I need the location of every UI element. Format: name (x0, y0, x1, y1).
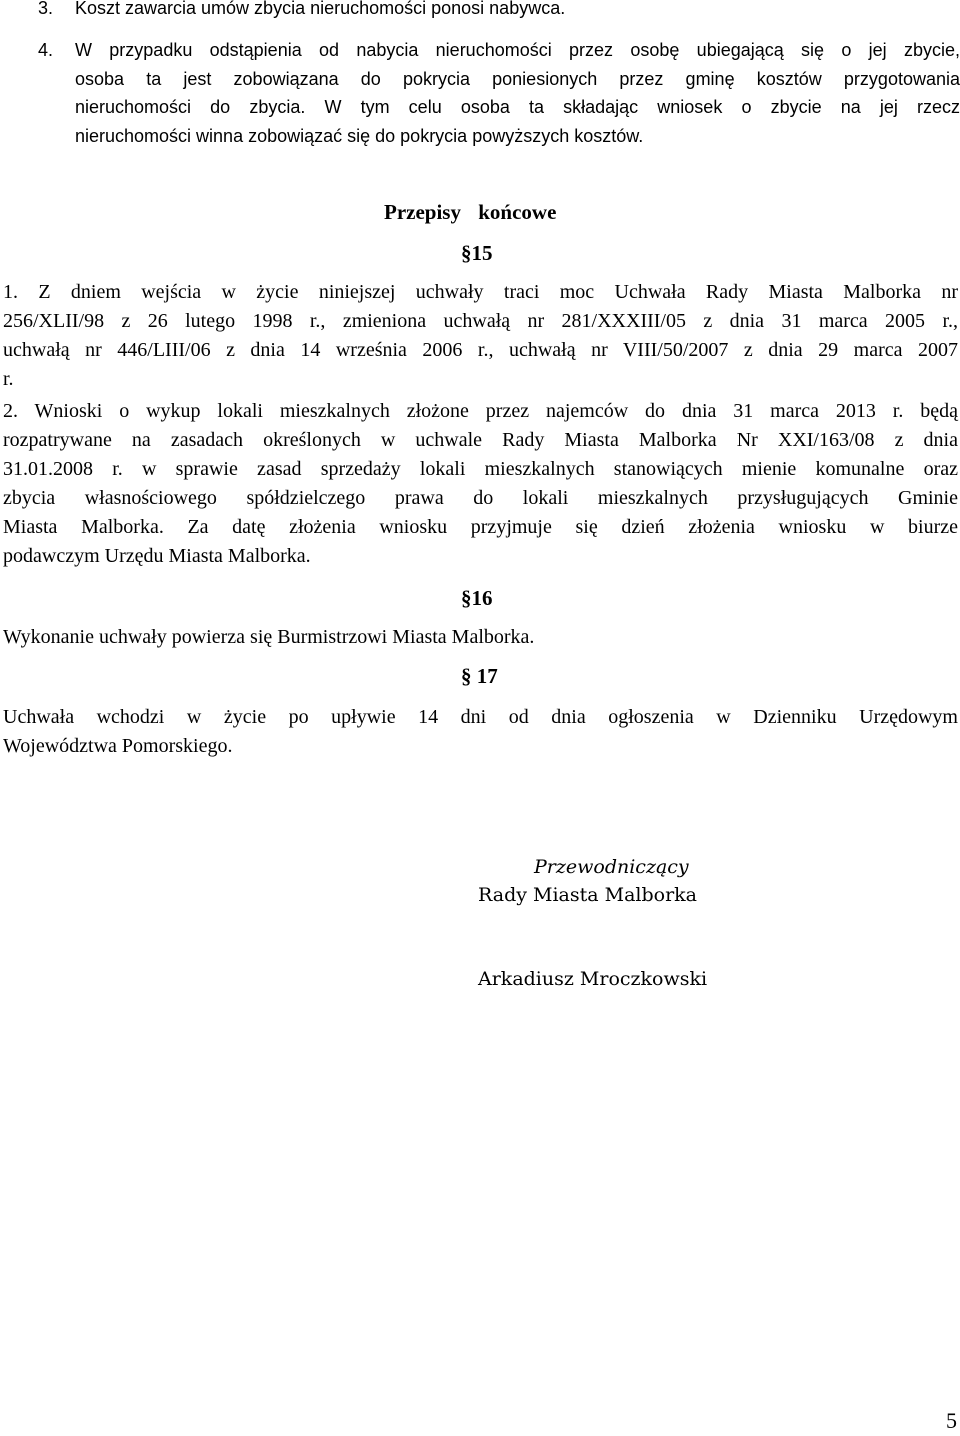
list-item-number: 4. (38, 40, 54, 60)
paragraph-line: 2. Wnioski o wykup lokali mieszkalnych złożone przez najemców do dnia 31 marca 2013 r. będą (3, 400, 958, 422)
page-number: 5 (946, 1408, 957, 1433)
section-16-mark: §16 (461, 586, 493, 610)
list-item-line: W przypadku odstąpienia od nabycia nieruchomości przez osobę ubiegającą się o jej zbycie, (75, 40, 960, 60)
paragraph-line: r. (3, 368, 14, 390)
signature-role: Przewodniczący (534, 856, 689, 878)
paragraph-line: Uchwała wchodzi w życie po upływie 14 dni od dnia ogłoszenia w Dzienniku Urzędowym (3, 706, 958, 728)
paragraph-line: podawczym Urzędu Miasta Malborka. (3, 545, 311, 567)
section-16-paragraph (3, 623, 958, 652)
list-item-number: 3. (38, 0, 54, 18)
paragraph-line: 256/XLII/98 z 26 lutego 1998 r., zmieniona uchwałą nr 281/XXXIII/05 z dnia 31 marca 2005 r., (3, 310, 958, 332)
paragraph-line: Wykonanie uchwały powierza się Burmistrzowi Miasta Malborka. (3, 626, 535, 648)
signature-body: Rady Miasta Malborka (478, 884, 698, 906)
paragraph-line: rozpatrywane na zasadach określonych w uchwale Rady Miasta Malborka Nr XXI/163/08 z dnia (3, 429, 958, 451)
section-17-mark: § 17 (461, 664, 498, 688)
paragraph-line: uchwałą nr 446/LIII/06 z dnia 14 września 2006 r., uchwałą nr VIII/50/2007 z dnia 29 marca 2007 (3, 339, 958, 361)
section-15-paragraph-1 (3, 278, 958, 394)
list-item-line: nieruchomości do zbycia. W tym celu osoba ta składając wniosek o zbycie na jej rzecz (75, 97, 960, 117)
list-item-3 (3, 0, 960, 23)
section-15-mark: §15 (461, 241, 493, 265)
paragraph-line: 31.01.2008 r. w sprawie zasad sprzedaży lokali mieszkalnych stanowiących mienie komunalne oraz (3, 458, 958, 480)
list-item-line: nieruchomości winna zobowiązać się do pokrycia powyższych kosztów. (75, 125, 644, 146)
list-item-line: Koszt zawarcia umów zbycia nieruchomości ponosi nabywca. (75, 0, 566, 18)
section-15-paragraph-2 (3, 397, 958, 571)
list-item-4 (3, 36, 960, 150)
section-heading: Przepisy końcowe (384, 200, 557, 224)
section-17-paragraph (3, 703, 958, 761)
paragraph-line: Województwa Pomorskiego. (3, 735, 233, 757)
signature-name: Arkadiusz Mroczkowski (478, 968, 708, 990)
paragraph-line: zbycia własnościowego spółdzielczego prawa do lokali mieszkalnych przysługujących Gminie (3, 487, 958, 509)
paragraph-line: 1. Z dniem wejścia w życie niniejszej uchwały traci moc Uchwała Rady Miasta Malborka nr (3, 281, 958, 303)
list-item-line: osoba ta jest zobowiązana do pokrycia poniesionych przez gminę kosztów przygotowania (75, 68, 960, 89)
paragraph-line: Miasta Malborka. Za datę złożenia wniosku przyjmuje się dzień złożenia wniosku w biurze (3, 516, 958, 538)
